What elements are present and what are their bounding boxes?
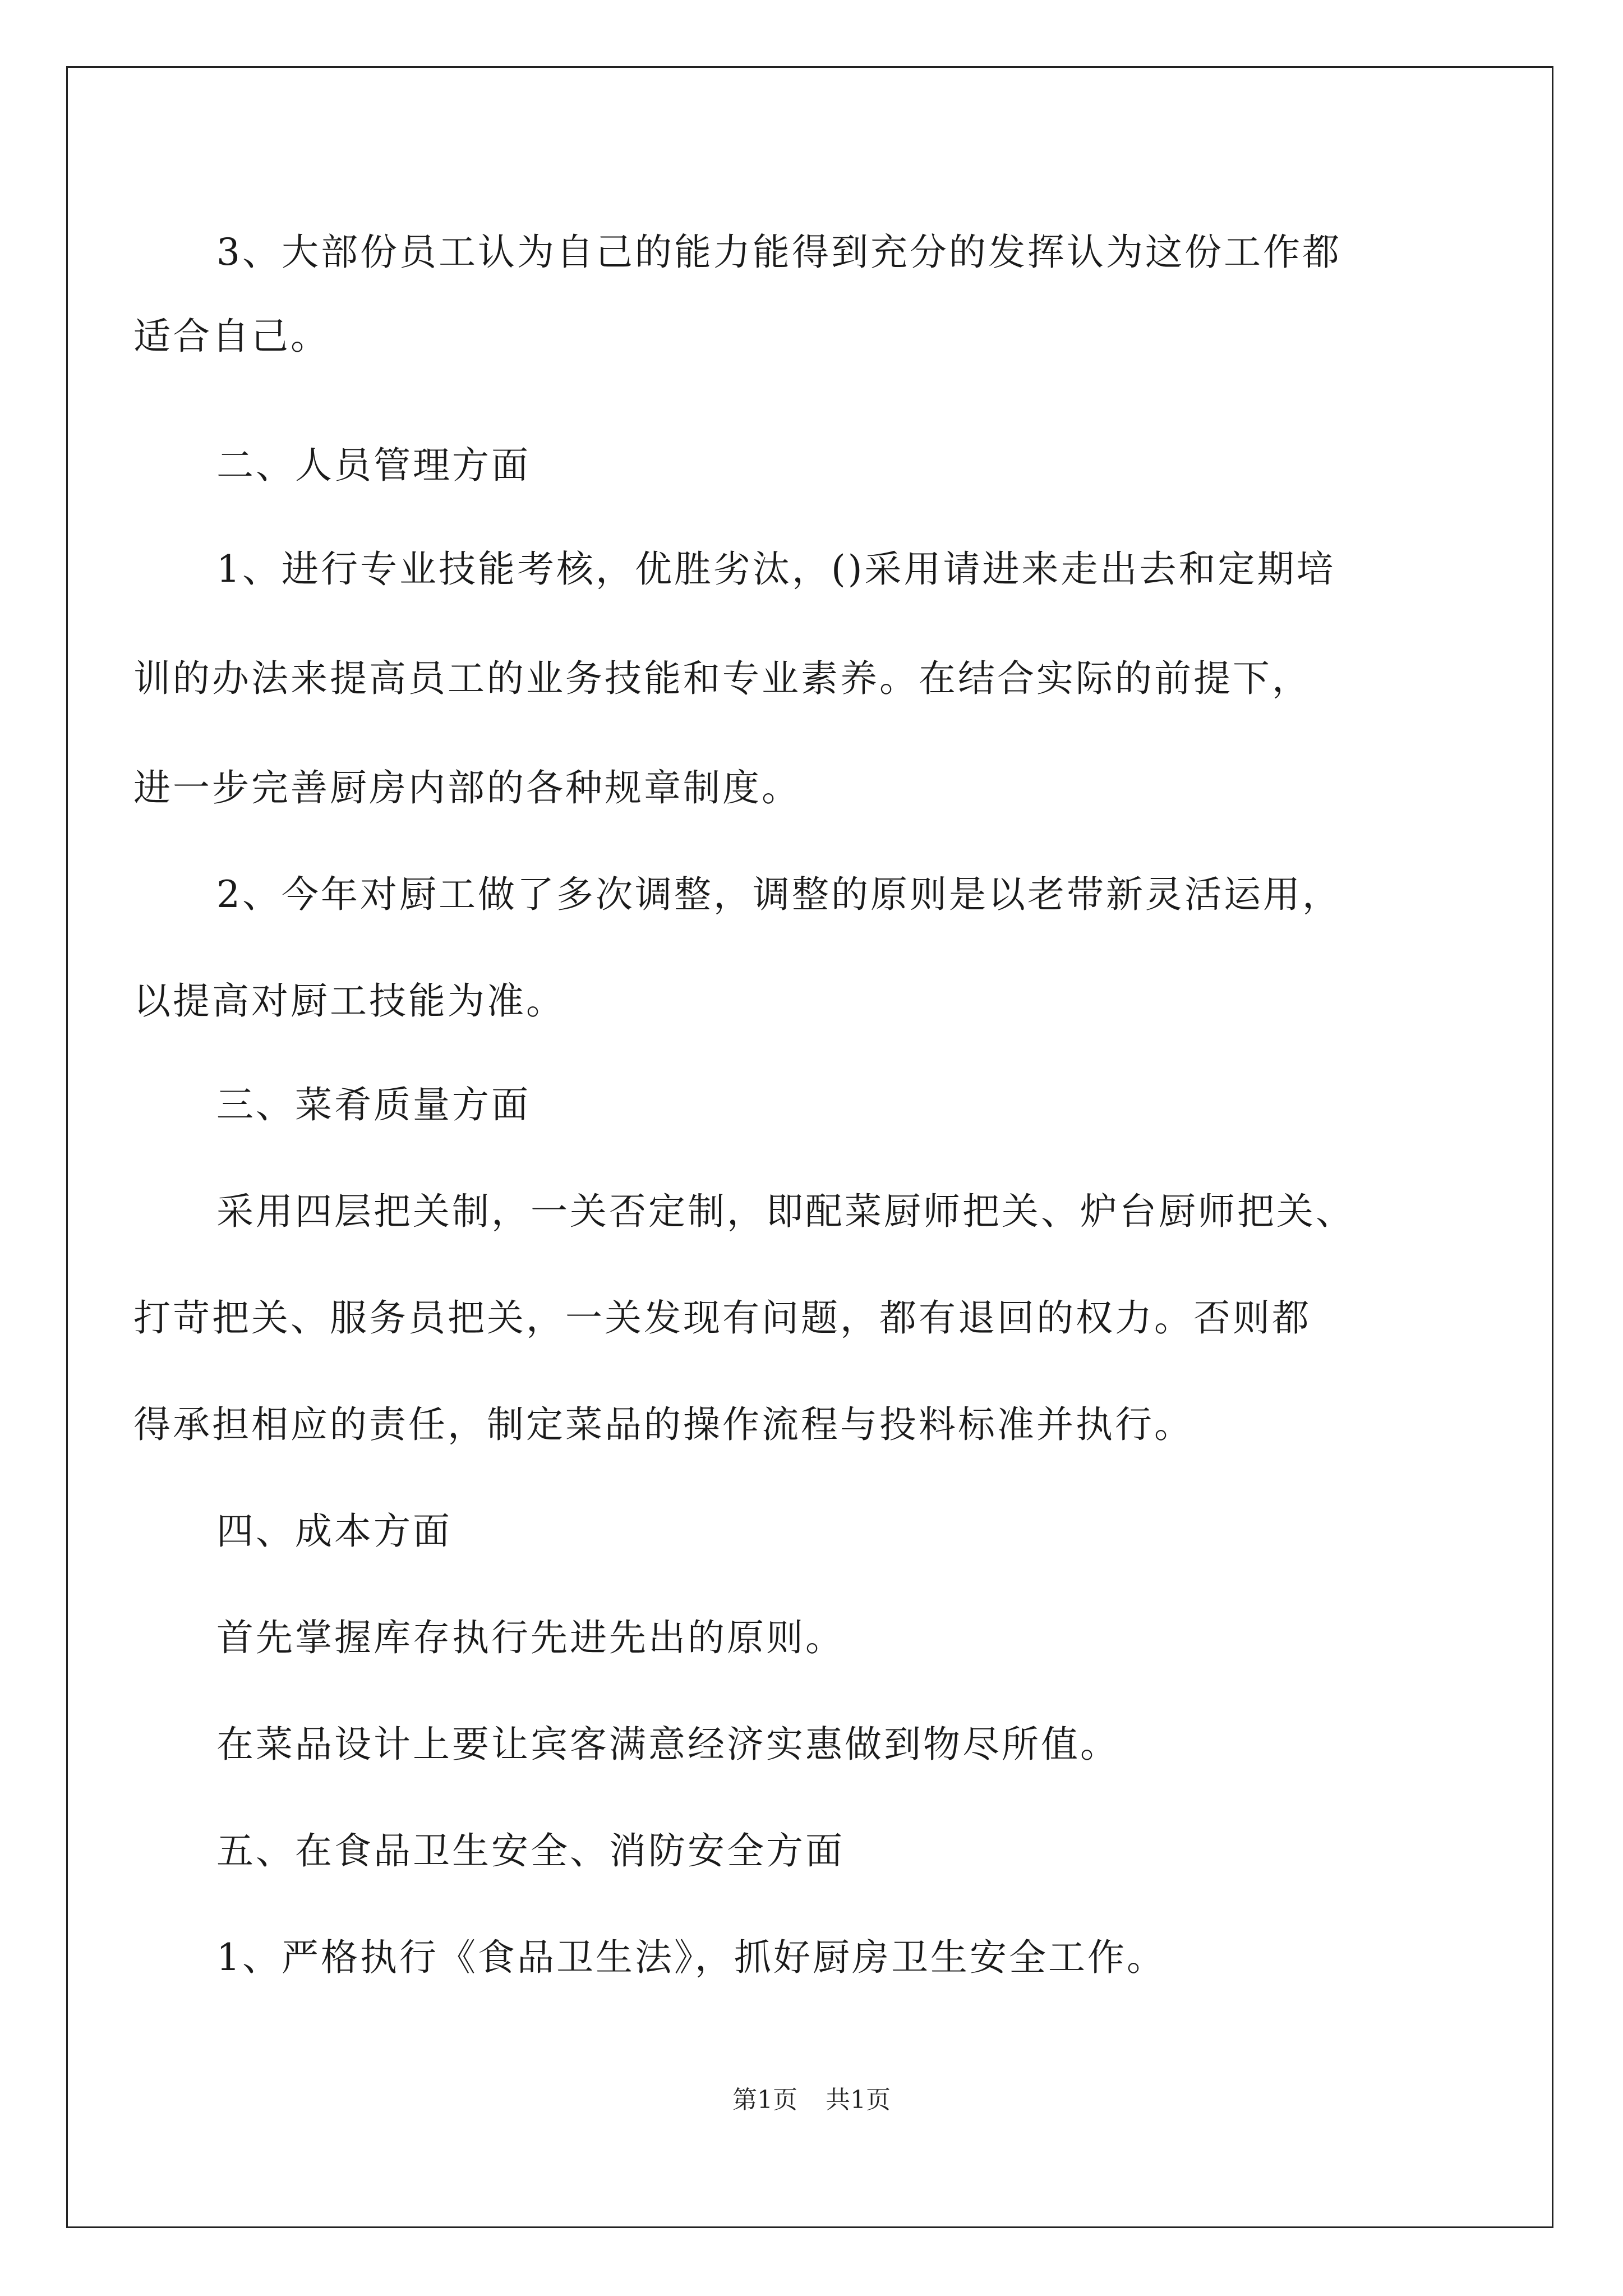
total-pages: 共1页	[826, 2086, 891, 2114]
paragraph-line: 训的办法来提高员工的业务技能和专业素养。在结合实际的前提下，	[133, 657, 1311, 700]
paragraph-line: 进一步完善厨房内部的各种规章制度。	[133, 766, 801, 809]
page-number: 第1页	[732, 2086, 797, 2114]
paragraph-line: 3、大部份员工认为自己的能力能得到充分的发挥认为这份工作都	[216, 231, 1341, 274]
section-heading: 三、菜肴质量方面	[216, 1083, 531, 1126]
paragraph-line: 2、今年对厨工做了多次调整，调整的原则是以老带新灵活运用，	[216, 873, 1341, 916]
paragraph-line: 打苛把关、服务员把关，一关发现有问题，都有退回的权力。否则都	[133, 1296, 1311, 1340]
paragraph-line: 1、进行专业技能考核，优胜劣汰，()采用请进来走出去和定期培	[216, 547, 1336, 591]
paragraph-line: 1、严格执行《食品卫生法》，抓好厨房卫生安全工作。	[216, 1936, 1166, 1979]
section-heading: 五、在食品卫生安全、消防安全方面	[216, 1829, 845, 1872]
section-heading: 二、人员管理方面	[216, 444, 531, 487]
paragraph-line: 得承担相应的责任，制定菜品的操作流程与投料标准并执行。	[133, 1403, 1193, 1446]
paragraph-line: 适合自己。	[133, 315, 330, 358]
page-footer	[0, 2085, 1623, 2116]
paragraph-line: 首先掌握库存执行先进先出的原则。	[216, 1616, 845, 1659]
page-border	[66, 66, 1553, 2228]
paragraph-line: 以提高对厨工技能为准。	[133, 979, 565, 1023]
paragraph-line: 在菜品设计上要让宾客满意经济实惠做到物尽所值。	[216, 1723, 1119, 1766]
section-heading: 四、成本方面	[216, 1510, 452, 1553]
paragraph-line: 采用四层把关制，一关否定制，即配菜厨师把关、炉台厨师把关、	[216, 1190, 1355, 1233]
